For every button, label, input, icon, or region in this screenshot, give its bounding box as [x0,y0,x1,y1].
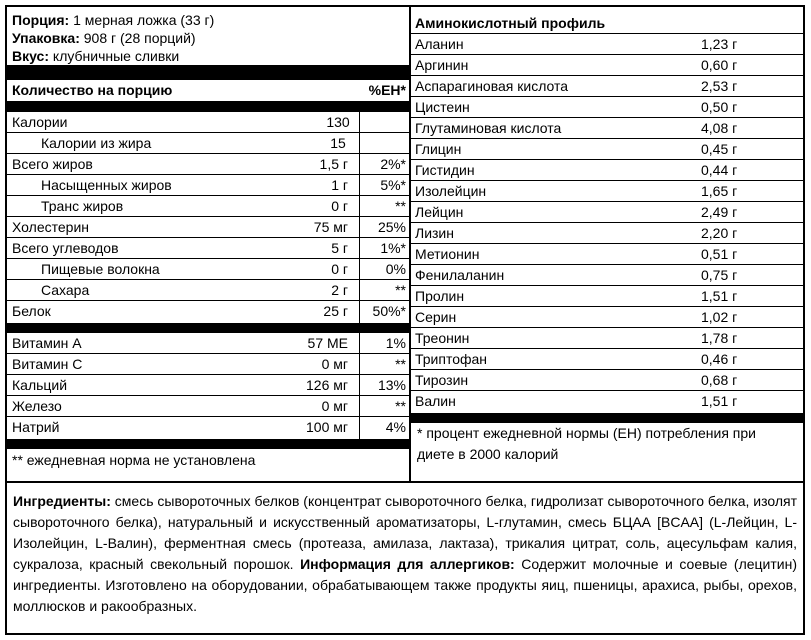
nutrient-amount: 5 г [331,240,348,256]
ingredients-label: Ингредиенты: [13,493,111,509]
amino-name: Лизин [415,225,454,241]
nutrient-row [7,417,409,439]
column-divider [359,196,360,217]
nutrient-amount: 25 г [323,303,348,319]
nutrient-name: Сахара [41,282,90,298]
amino-acid-panel [409,7,803,481]
amino-title [411,13,803,34]
not-established-footnote: ** ежедневная норма не установлена [12,452,256,468]
nutrient-name: Витамин C [12,356,83,372]
nutrient-daily-value: 0% [385,261,406,277]
nutrient-daily-value: 1% [385,335,406,351]
package-value: 908 г (28 порций) [83,30,196,46]
nutrition-label [5,5,805,635]
amino-row [411,265,803,286]
nutrient-name: Всего углеводов [12,240,119,256]
amino-value: 1,78 г [701,330,738,346]
column-divider [359,333,360,354]
nutrient-daily-value: 2%* [380,156,406,172]
nutrient-daily-value: 13% [377,377,406,393]
nutrient-name: Насыщенных жиров [41,177,172,193]
column-divider [359,354,360,375]
amino-row [411,328,803,349]
column-divider [359,238,360,259]
allergy-text: Содержит молочные и соевые (лецитин) ингредиенты. Изготовлено на оборудовании, обрабатывающем также продукты яиц, пшеницы, арахиса, рыбы, орехов, моллюсков и ракообразных. [13,556,798,614]
column-divider [359,417,360,440]
nutrient-name: Холестерин [12,219,89,235]
amino-value: 4,08 г [701,120,738,136]
column-divider [359,375,360,396]
amino-name: Аланин [415,36,464,52]
nutrition-facts-panel [7,7,409,481]
package-label: Упаковка: [12,30,80,46]
nutrient-amount: 1 г [331,177,348,193]
amino-value: 1,23 г [701,36,738,52]
amount-per-serving-label: Количество на порцию [12,82,173,98]
nutrient-row [7,396,409,417]
nutrient-row [7,280,409,301]
nutrient-row [7,133,409,154]
divider-bar [7,65,409,80]
amino-title-text: Аминокислотный профиль [415,15,606,31]
column-divider [359,112,360,133]
divider-bar [7,323,409,333]
amino-name: Лейцин [415,204,464,220]
amino-value: 0,60 г [701,57,738,73]
amino-value: 1,02 г [701,309,738,325]
amino-value: 1,51 г [701,288,738,304]
nutrient-daily-value: 1%* [380,240,406,256]
divider-bar [7,439,409,449]
amino-name: Глутаминовая кислота [415,120,562,136]
amino-row [411,97,803,118]
taste-value: клубничные сливки [52,48,180,64]
nutrient-row [7,217,409,238]
nutrient-amount: 2 г [331,282,348,298]
amino-value: 0,50 г [701,99,738,115]
amino-value: 0,51 г [701,246,738,262]
serving-size-label: Порция: [12,12,70,28]
nutrient-daily-value: ** [395,282,406,298]
nutrient-row [7,354,409,375]
nutrient-daily-value: ** [395,398,406,414]
divider-bar [411,413,803,423]
nutrient-daily-value: ** [395,356,406,372]
column-divider [359,154,360,175]
package-line [7,29,409,47]
nutrient-row [7,375,409,396]
amino-value: 0,44 г [701,162,738,178]
nutrient-name: Калории [12,114,68,130]
amino-value: 1,65 г [701,183,738,199]
column-divider [359,301,360,324]
column-divider [359,259,360,280]
amino-value: 2,49 г [701,204,738,220]
amino-name: Тирозин [415,372,469,388]
amino-row [411,160,803,181]
column-divider [359,175,360,196]
amino-row [411,202,803,223]
nutrient-name: Пищевые волокна [41,261,160,277]
nutrient-row [7,259,409,280]
nutrient-row [7,175,409,196]
amino-name: Аргинин [415,57,469,73]
amino-name: Триптофан [415,351,488,367]
serving-size-line [7,11,409,29]
nutrient-amount: 0 мг [321,398,348,414]
amino-row [411,391,803,413]
amino-row [411,181,803,202]
amino-row [411,307,803,328]
nutrient-name: Белок [12,303,51,319]
amino-value: 1,51 г [701,393,738,409]
allergy-label: Информация для аллергиков: [300,556,515,572]
amino-name: Пролин [415,288,465,304]
nutrient-amount: 15 [330,135,346,151]
amino-name: Валин [415,393,456,409]
nutrient-daily-value: 25% [377,219,406,235]
nutrient-amount: 126 мг [306,377,348,393]
nutrient-amount: 1,5 г [319,156,348,172]
nutrient-name: Всего жиров [12,156,93,172]
amount-per-serving-header [7,80,409,101]
nutrient-amount: 75 мг [313,219,348,235]
nutrient-name: Кальций [12,377,68,393]
amino-name: Треонин [415,330,470,346]
amino-value: 0,46 г [701,351,738,367]
nutrient-row [7,301,409,323]
column-divider [359,133,360,154]
daily-value-header: %EH* [368,82,406,98]
nutrient-name: Транс жиров [41,198,124,214]
nutrient-amount: 0 мг [321,356,348,372]
amino-row [411,286,803,307]
amino-name: Гистидин [415,162,475,178]
nutrient-daily-value: 50%* [372,303,406,319]
amino-row [411,223,803,244]
ingredients-list: смесь сывороточных белков (концентрат сывороточного белка, гидролизат сывороточного белка, изолят сывороточного белка), натуральный и искусственный ароматизаторы, L-глутамин, смесь БЦАА [BCAA] (L-Лейцин, L-Изолейцин, L-Валин), ферментная смесь (протеаза, амилаза, лактаза), трикалия цитрат, соль, ацесульфам калия, сукралоза, красный свекольный порошок. [13,493,797,572]
nutrient-row [7,196,409,217]
nutrient-daily-value: 5%* [380,177,406,193]
nutrient-name: Калории из жира [41,135,152,151]
nutrient-name: Натрий [12,419,60,435]
amino-row [411,55,803,76]
nutrient-daily-value: 4% [385,419,406,435]
ingredients-text [7,483,803,617]
amino-name: Глицин [415,141,462,157]
amino-value: 0,68 г [701,372,738,388]
amino-name: Изолейцин [415,183,487,199]
nutrient-amount: 0 г [331,261,348,277]
daily-value-footnote: * процент ежедневной нормы (ЕН) потребления при диете в 2000 калорий [417,425,756,462]
amino-row [411,139,803,160]
amino-row [411,349,803,370]
nutrient-amount: 0 г [331,198,348,214]
taste-label: Вкус: [12,48,50,64]
amino-name: Серин [415,309,457,325]
column-divider [359,217,360,238]
amino-row [411,118,803,139]
nutrient-amount: 130 [326,114,350,130]
amino-value: 2,53 г [701,78,738,94]
amino-name: Цистеин [415,99,470,115]
nutrient-name: Железо [12,398,62,414]
amino-value: 0,45 г [701,141,738,157]
column-divider [359,396,360,417]
amino-row [411,370,803,391]
amino-value: 2,20 г [701,225,738,241]
nutrient-amount: 100 мг [306,419,348,435]
column-divider [359,280,360,301]
divider-bar [7,101,409,112]
taste-line [7,47,409,65]
nutrient-row [7,154,409,175]
nutrient-row [7,333,409,354]
nutrient-name: Витамин A [12,335,82,351]
amino-row [411,76,803,97]
nutrient-row [7,238,409,259]
amino-value: 0,75 г [701,267,738,283]
nutrient-row [7,112,409,133]
amino-name: Фенилаланин [415,267,505,283]
nutrient-daily-value: ** [395,198,406,214]
amino-name: Аспарагиновая кислота [415,78,569,94]
amino-row [411,244,803,265]
serving-size-value: 1 мерная ложка (33 г) [73,12,215,28]
nutrient-amount: 57 МЕ [307,335,348,351]
ingredients-panel [7,481,803,633]
amino-name: Метионин [415,246,480,262]
amino-row [411,34,803,55]
